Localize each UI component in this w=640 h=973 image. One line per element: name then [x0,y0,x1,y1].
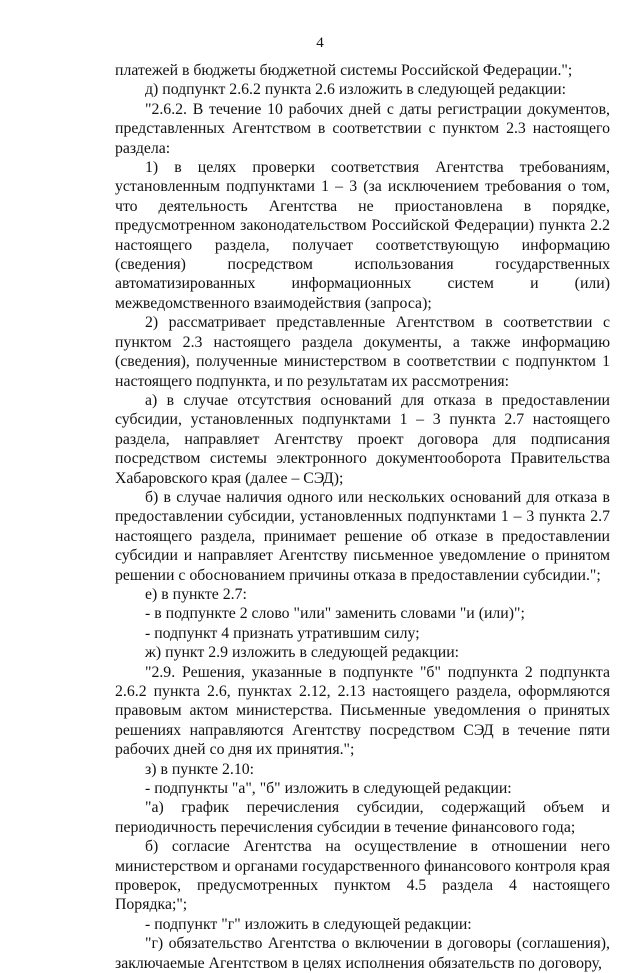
document-body [115,61,610,973]
paragraph-17: - подпункт "г" изложить в следующей редакции: [145,915,472,933]
paragraph-7: б) в случае наличия одного или нескольких оснований для отказа в предоставлении субсидии, установленных подпунктами 1 – 3 пункта 2.7 настоящего раздела, принимает решение об отказе в предоставлении субсидии и направляет Агентству письменное уведомление о принятом решении с обоснованием причины отказа в предоставлении субсидии."; [115,488,610,584]
paragraph-9: - в подпункте 2 слово "или" заменить словами "и (или)"; [145,605,525,623]
paragraph-13: з) в пункте 2.10: [145,760,255,778]
paragraph-12: "2.9. Решения, указанные в подпункте "б" подпункта 2 подпункта 2.6.2 пункта 2.6, пунктах 2.12, 2.13 настоящего раздела, оформляются правовым актом министерства. Письменные уведомления о принятых решениях направляются Агентству посредством СЭД в течение пяти рабочих дней со дня их принятия."; [115,663,610,759]
paragraph-14: - подпункты "а", "б" изложить в следующей редакции: [145,780,512,798]
paragraph-1: платежей в бюджеты бюджетной системы Российской Федерации."; [115,62,573,79]
paragraph-2: д) подпункт 2.6.2 пункта 2.6 изложить в следующей редакции: [145,81,566,99]
page-number: 4 [316,35,324,51]
paragraph-3: "2.6.2. В течение 10 рабочих дней с даты регистрации документов, представленных Агентством в соответствии с пунктом 2.3 настоящего раздела: [115,100,610,157]
paragraph-16: б) согласие Агентства на осуществление в отношении него министерством и органами государственного финансового контроля края проверок, предусмотренных пунктом 4.5 раздела 4 настоящего Порядка;"; [115,838,610,914]
paragraph-10: - подпункт 4 признать утратившим силу; [145,624,420,642]
paragraph-6: а) в случае отсутствия оснований для отказа в предоставлении субсидии, установленных подпунктами 1 – 3 пункта 2.7 настоящего раздела, направляет Агентству проект договора для подписания посредством системы электронного документооборота Правительства Хабаровского края (далее – СЭД); [115,391,610,487]
paragraph-8: е) в пункте 2.7: [145,585,247,603]
paragraph-11: ж) пункт 2.9 изложить в следующей редакции: [145,644,460,662]
paragraph-5: 2) рассматривает представленные Агентством в соответствии с пунктом 2.3 настоящего раздела документы, а также информацию (сведения), полученные министерством в соответствии с подпунктом 1 настоящего подпункта, и по результатам их рассмотрения: [115,314,610,390]
paragraph-4: 1) в целях проверки соответствия Агентства требованиям, установленным подпунктами 1 – 3 (за исключением требования о том, что деятельность Агентства не приостановлена в порядке, предусмотренном законодательством Российской Федерации) пункта 2.2 настоящего раздела, получает соответствующую информацию (сведения) посредством использования государственных автоматизированных информационных систем и (или) межведомственного взаимодействия (запроса); [115,159,610,312]
paragraph-18: "г) обязательство Агентства о включении в договоры (соглашения), заключаемые Агентством в целях исполнения обязательств по договору, [115,935,610,972]
paragraph-15: "а) график перечисления субсидии, содержащий объем и периодичность перечисления субсидии в течение финансового года; [115,799,610,836]
